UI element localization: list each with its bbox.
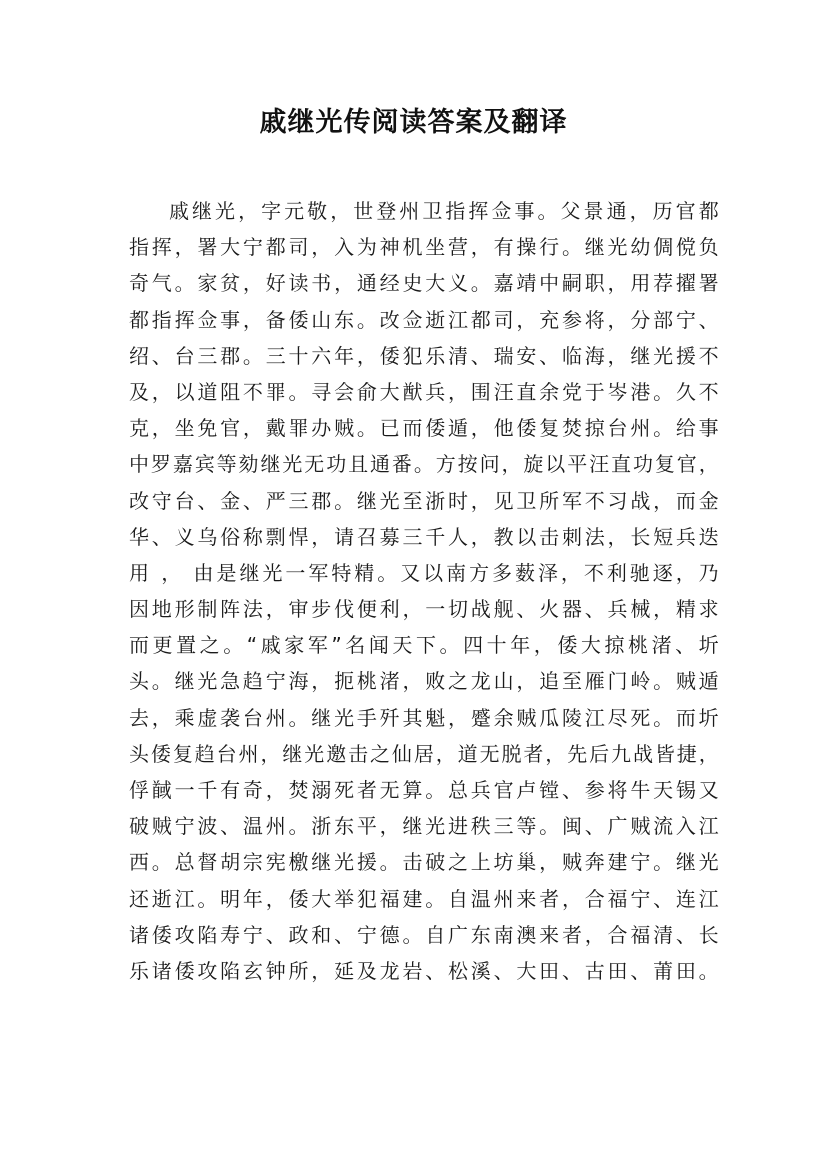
text-line: 用 ， 由是继光一军特精。又以南方多薮泽，不利驰逐，乃 [129, 560, 719, 585]
text-line: 指挥，署大宁都司，入为神机坐营，有操行。继光幼倜傥负 [129, 235, 719, 260]
text-line: 奇气。家贫，好读书，通经史大义。嘉靖中嗣职，用荐擢署 [129, 271, 719, 296]
text-line: 绍、台三郡。三十六年，倭犯乐清、瑞安、临海，继光援不 [129, 343, 719, 368]
text-line: 去，乘虚袭台州。继光手歼其魁，蹙余贼瓜陵江尽死。而圻 [129, 705, 719, 730]
text-line: 还逝江。明年，倭大举犯福建。自温州来者，合福宁、连江 [129, 886, 719, 911]
text-line: 都指挥佥事，备倭山东。改佥逝江都司，充参将，分部宁、 [129, 307, 719, 332]
text-line: 及，以道阻不罪。寻会俞大猷兵，围汪直余党于岑港。久不 [129, 379, 719, 404]
text-line: 华、义乌俗称剽悍，请召募三千人，教以击刺法，长短兵迭 [129, 524, 719, 549]
text-line: 头倭复趋台州，继光邀击之仙居，道无脱者，先后九战皆捷， [129, 741, 719, 766]
text-line: 而更置之。“戚家军”名闻天下。四十年，倭大掠桃渚、圻 [129, 633, 719, 658]
text-line: 西。总督胡宗宪檄继光援。击破之上坊巢，贼奔建宁。继光 [129, 850, 719, 875]
text-line: 破贼宁波、温州。浙东平，继光进秩三等。闽、广贼流入江 [129, 814, 719, 839]
text-line: 中罗嘉宾等劾继光无功且通番。方按问，旋以平汪直功复官， [129, 452, 719, 477]
text-line: 克，坐免官，戴罪办贼。已而倭遁，他倭复焚掠台州。给事 [129, 416, 719, 441]
text-line: 俘馘一千有奇，焚溺死者无算。总兵官卢镗、参将牛天锡又 [129, 778, 719, 802]
text-line: 改守台、金、严三郡。继光至浙时，见卫所军不习战，而金 [129, 488, 719, 513]
text-line: 乐诸倭攻陷玄钟所，延及龙岩、松溪、大田、古田、莆田。 [129, 958, 719, 983]
text-line: 头。继光急趋宁海，扼桃渚，败之龙山，追至雁门岭。贼遁 [129, 669, 719, 694]
text-line: 诸倭攻陷寿宁、政和、宁德。自广东南澳来者，合福清、长 [129, 922, 719, 947]
text-line: 因地形制阵法，审步伐便利，一切战舰、火器、兵械，精求 [129, 597, 719, 622]
text-line: 戚继光，字元敬，世登州卫指挥佥事。父景通，历官都 [169, 199, 719, 223]
document-title: 戚继光传阅读答案及翻译 [259, 107, 568, 138]
document-body [129, 193, 719, 989]
